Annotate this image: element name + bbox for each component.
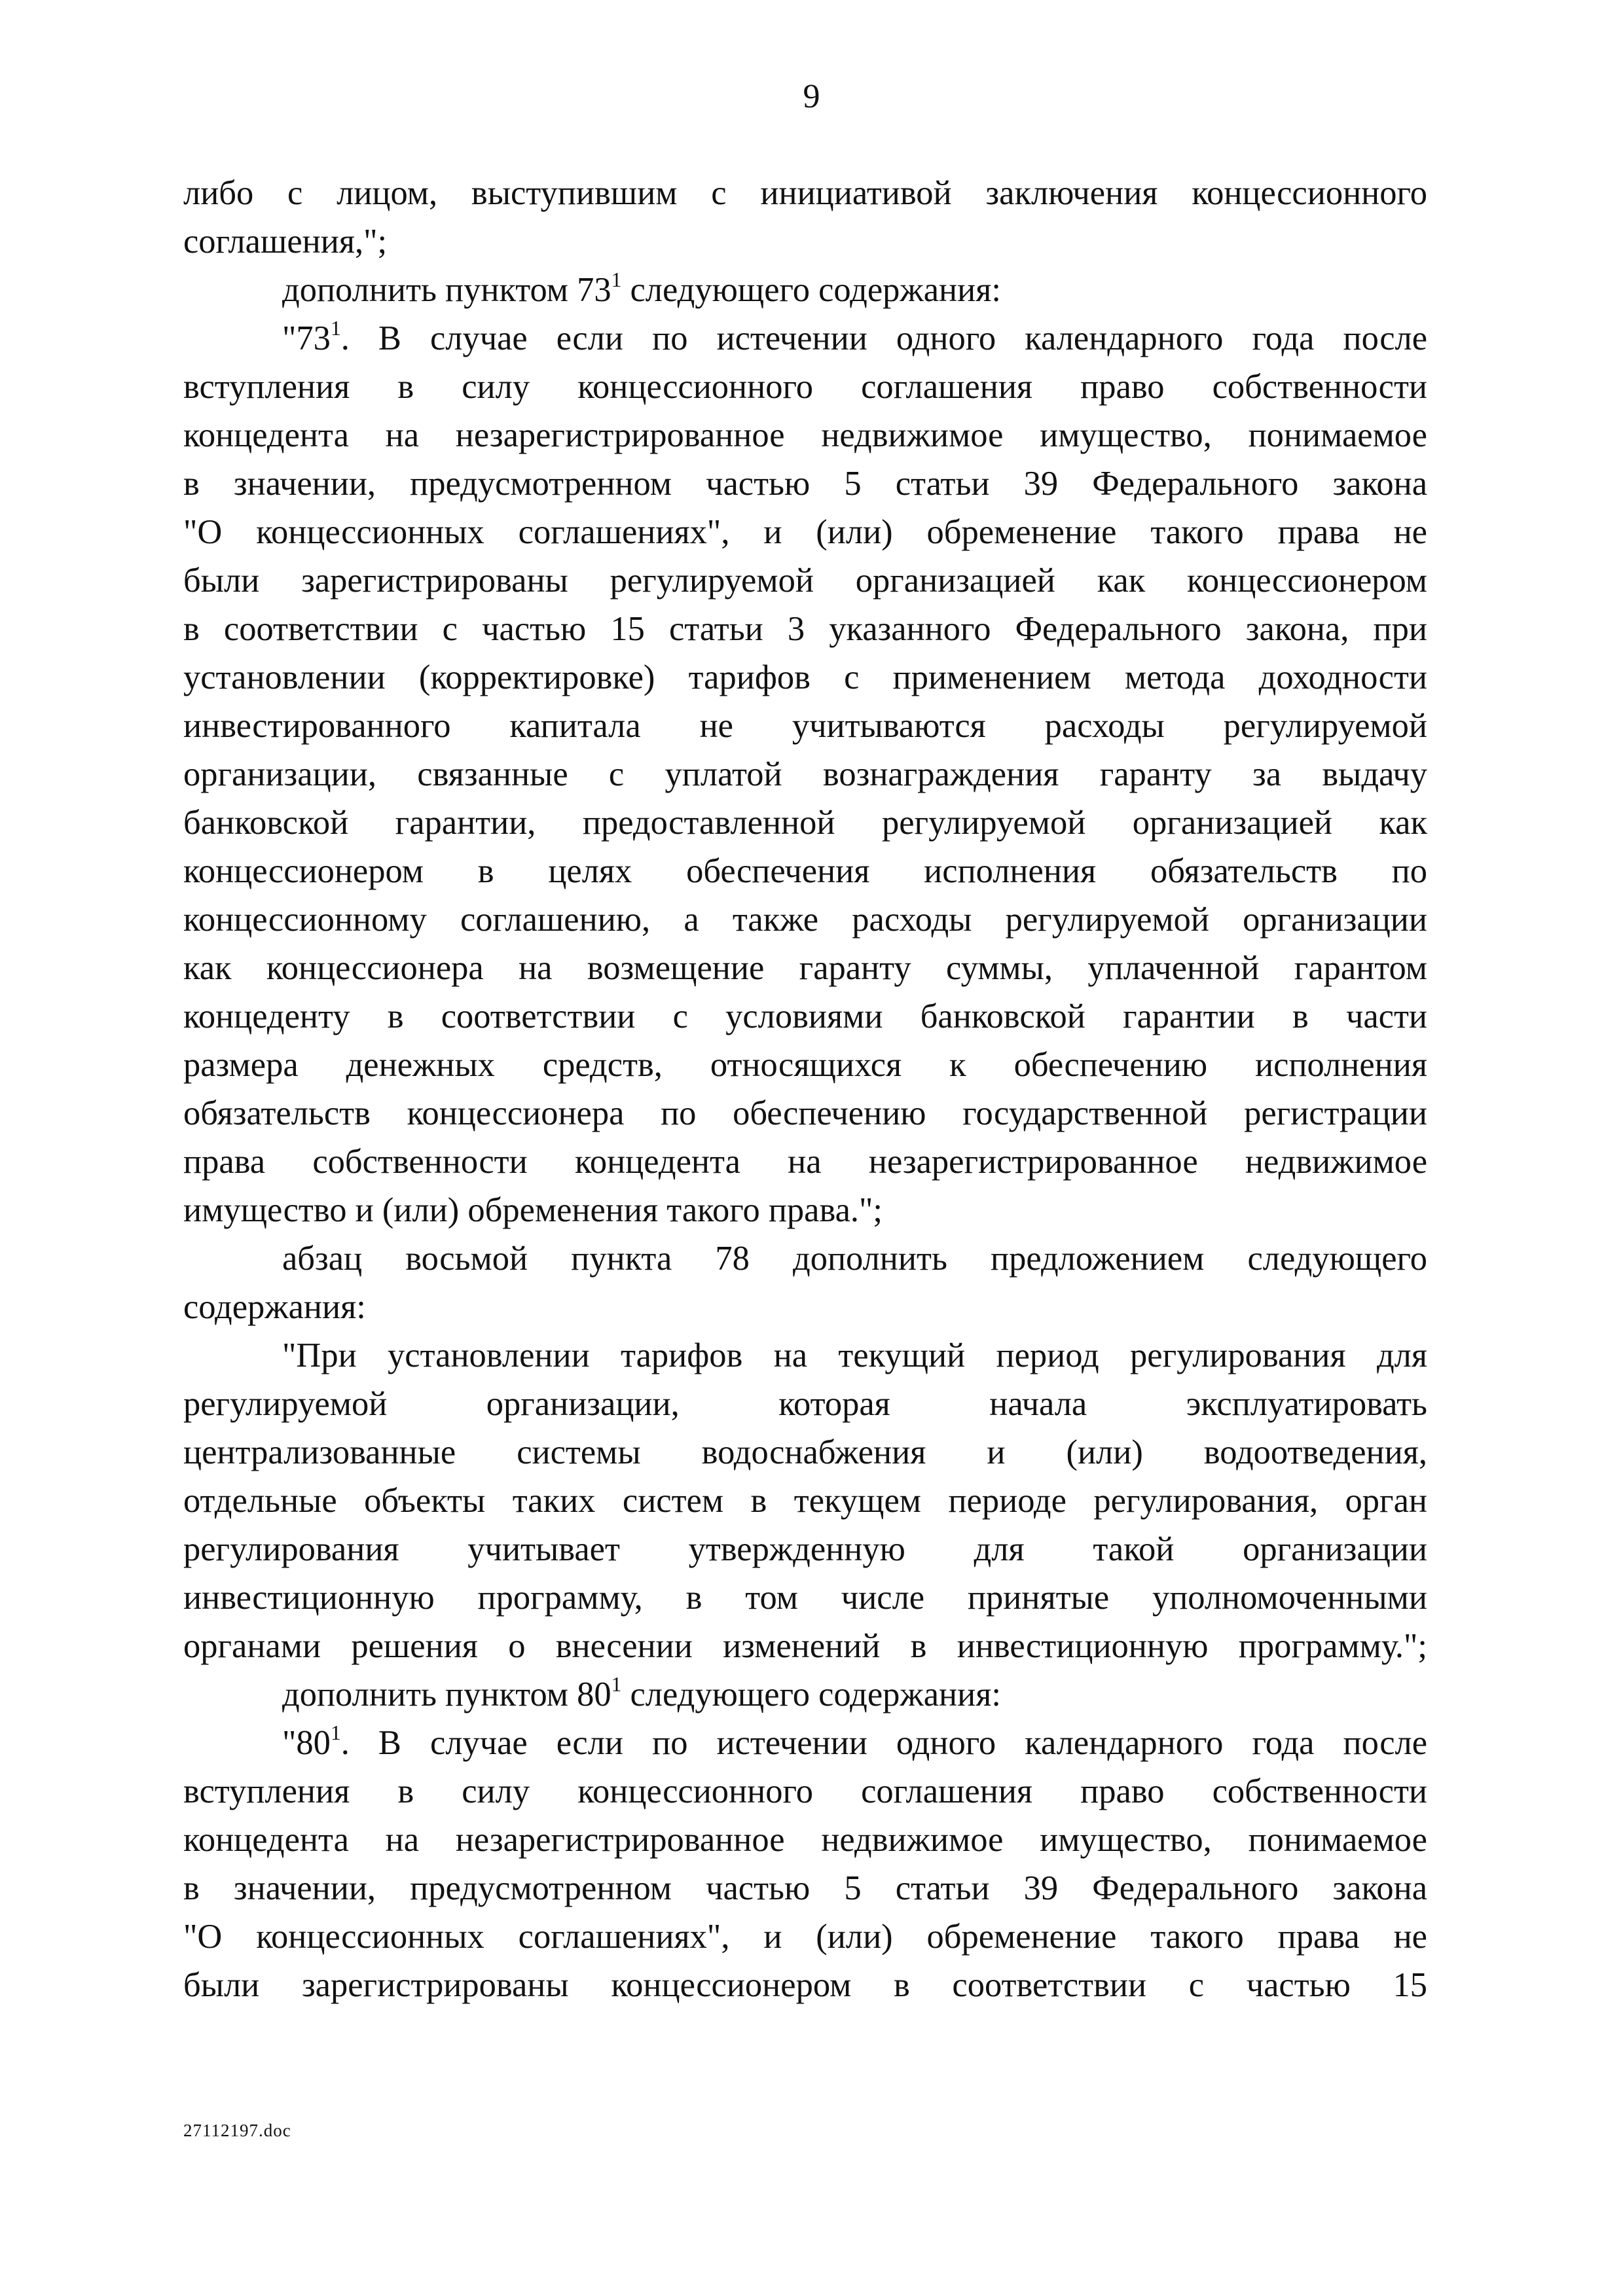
- text-line: регулирования учитывает утвержденную для такой организации: [183, 1530, 1427, 1568]
- superscript: 1: [611, 268, 622, 292]
- text-line: установлении (корректировке) тарифов с применением метода доходности: [183, 658, 1427, 696]
- text-line: дополнить пунктом $80^1$ следующего содержания:: [282, 1673, 1001, 1713]
- text-line: концеденту в соответствии с условиями банковской гарантии в части: [183, 997, 1427, 1035]
- superscript: 1: [330, 317, 341, 340]
- text-line: права собственности концедента на незарегистрированное недвижимое: [183, 1143, 1427, 1181]
- text-line: были зарегистрированы концессионером в соответствии с частью 15: [183, 1966, 1427, 2004]
- text-line: содержания:: [183, 1288, 366, 1326]
- text-line: размера денежных средств, относящихся к обеспечению исполнения: [183, 1046, 1427, 1084]
- text-line: организации, связанные с уплатой вознаграждения гаранту за выдачу: [183, 755, 1427, 793]
- text-line: органами решения о внесении изменений в инвестиционную программу.";: [183, 1627, 1427, 1665]
- text-line: дополнить пунктом $73^1$ следующего содержания:: [282, 268, 1001, 309]
- text-line: как концессионера на возмещение гаранту суммы, уплаченной гарантом: [183, 949, 1427, 987]
- document-body: [183, 169, 1427, 2009]
- text-line: в соответствии с частью 15 статьи 3 указанного Федерального закона, при: [183, 610, 1427, 648]
- text-line: концессионному соглашению, а также расходы регулируемой организации: [183, 901, 1427, 939]
- text-line: концессионером в целях обеспечения исполнения обязательств по: [183, 852, 1427, 890]
- text-line: абзац восьмой пункта 78 дополнить предложением следующего: [282, 1240, 1427, 1278]
- text-line: "$80^1$. В случае если по истечении одного календарного года после: [282, 1721, 1427, 1762]
- text-line: регулируемой организации, которая начала эксплуатировать: [183, 1385, 1427, 1423]
- text-line: обязательств концессионера по обеспечению государственной регистрации: [183, 1094, 1427, 1132]
- superscript: 1: [330, 1721, 341, 1745]
- text-line: вступления в силу концессионного соглашения право собственности: [183, 1772, 1427, 1810]
- text-line: "$73^1$. В случае если по истечении одного календарного года после: [282, 317, 1427, 357]
- text-line: вступления в силу концессионного соглашения право собственности: [183, 368, 1427, 406]
- text-line: банковской гарантии, предоставленной регулируемой организацией как: [183, 804, 1427, 842]
- text-line: соглашения,";: [183, 223, 388, 260]
- text-line: "При установлении тарифов на текущий период регулирования для: [282, 1336, 1427, 1374]
- text-line: централизованные системы водоснабжения и (или) водоотведения,: [183, 1433, 1427, 1471]
- text-line: инвестиционную программу, в том числе принятые уполномоченными: [183, 1579, 1427, 1617]
- footer-filename: 27112197.doc: [183, 2121, 291, 2140]
- text-line: были зарегистрированы регулируемой организацией как концессионером: [183, 562, 1427, 600]
- text-line: "О концессионных соглашениях", и (или) обременение такого права не: [183, 513, 1427, 551]
- text-line: либо с лицом, выступившим с инициативой заключения концессионного: [183, 174, 1427, 212]
- text-line: в значении, предусмотренном частью 5 статьи 39 Федерального закона: [183, 465, 1427, 503]
- text-line: концедента на незарегистрированное недвижимое имущество, понимаемое: [183, 416, 1427, 454]
- text-line: отдельные объекты таких систем в текущем периоде регулирования, орган: [183, 1482, 1427, 1520]
- text-line: концедента на незарегистрированное недвижимое имущество, понимаемое: [183, 1821, 1427, 1859]
- page-number: 9: [803, 78, 820, 115]
- superscript: 1: [611, 1673, 622, 1696]
- text-line: в значении, предусмотренном частью 5 статьи 39 Федерального закона: [183, 1869, 1427, 1907]
- text-line: инвестированного капитала не учитываются расходы регулируемой: [183, 707, 1427, 745]
- text-line: "О концессионных соглашениях", и (или) обременение такого права не: [183, 1918, 1427, 1956]
- text-line: имущество и (или) обременения такого права.";: [183, 1191, 883, 1229]
